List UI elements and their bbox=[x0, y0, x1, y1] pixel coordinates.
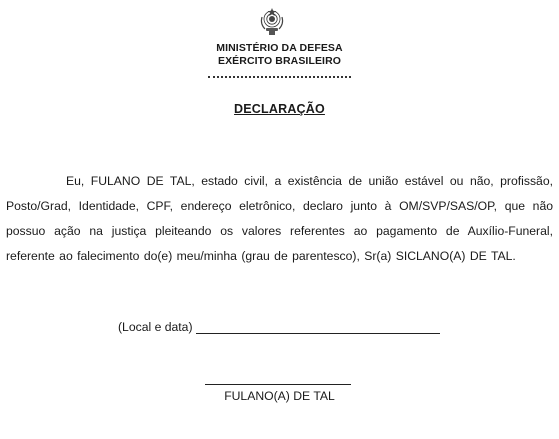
army-heading: EXÉRCITO BRASILEIRO bbox=[217, 55, 342, 67]
header-dotted-divider bbox=[208, 76, 351, 78]
brazil-coat-of-arms-icon bbox=[259, 7, 285, 37]
signature-line bbox=[205, 384, 351, 385]
declaration-body: Eu, FULANO DE TAL, estado civil, a existência de união estável ou não, profissão, Posto/Grad, Identidade, CPF, endereço eletrônico, declaro junto à OM/SVP/SAS/OP, que não possuo ação na justiça pleiteando os valores referentes ao pagamento de Auxílio-Funeral, referente ao falecimento do(e) meu/minha (grau de parentesco), Sr(a) SICLANO(A) DE TAL. bbox=[6, 174, 553, 263]
document-title: DECLARAÇÃO bbox=[234, 102, 325, 116]
place-date-line bbox=[196, 333, 440, 334]
signatory-name: FULANO(A) DE TAL bbox=[224, 389, 335, 403]
place-date-label: (Local e data) bbox=[118, 320, 193, 334]
ministry-heading: MINISTÉRIO DA DEFESA bbox=[216, 42, 343, 54]
